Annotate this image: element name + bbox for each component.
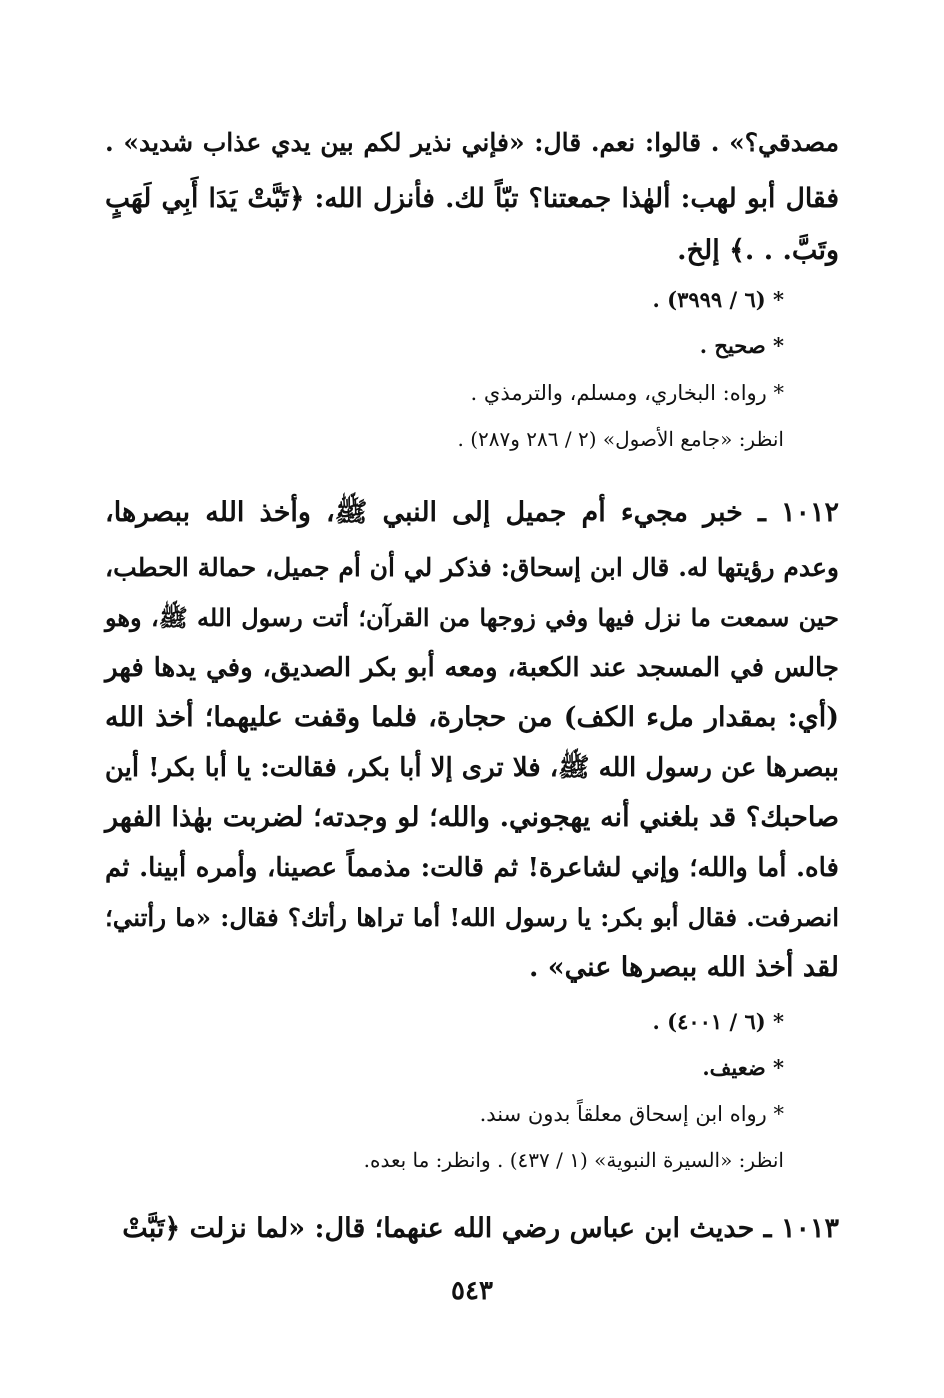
text-line: مصدقي؟» . قالوا: نعم. قال: «فإني نذير لكم بين يدي عذاب شديد» . xyxy=(105,128,839,157)
text-line: جالس في المسجد عند الكعبة، ومعه أبو بكر الصديق، وفي يدها فهر xyxy=(105,653,839,683)
text-line: حين سمعت ما نزل فيها وفي زوجها من القرآن؛ أتت رسول الله ﷺ، وهو xyxy=(105,603,839,632)
text-line: انصرفت. فقال أبو بكر: يا رسول الله! أما تراها رأتك؟ فقال: «ما رأتني؛ xyxy=(105,903,839,932)
hadith-reference: * (٦ / ٣٩٩٩) . xyxy=(652,287,784,312)
text-line: (أي: بمقدار ملء الكف) من حجارة، فلما وقفت عليهما؛ أخذ الله xyxy=(105,702,839,733)
page-number: ٥٤٣ xyxy=(451,1276,493,1306)
text-line: لقد أخذ الله ببصرها عني» . xyxy=(528,952,839,983)
hadith-grade: * ضعيف. xyxy=(702,1055,784,1080)
source-reference: انظر: «السيرة النبوية» (١ / ٤٣٧) . وانظر: ما بعده. xyxy=(363,1148,784,1172)
hadith-heading-line: ١٠١٣ ـ حديث ابن عباس رضي الله عنهما؛ قال: «لما نزلت ﴿تَبَّتْ xyxy=(122,1213,839,1244)
hadith-narrators: * رواه: البخاري، ومسلم، والترمذي . xyxy=(470,381,784,405)
text-line: وتَبَّ. . .﴾ إلخ. xyxy=(677,235,839,266)
hadith-heading-line: ١٠١٢ ـ خبر مجيء أم جميل إلى النبي ﷺ، وأخذ الله ببصرها، xyxy=(105,497,839,528)
hadith-grade: * صحيح . xyxy=(699,333,784,358)
text-line: فقال أبو لهب: ألهٰذا جمعتنا؟ تبّاً لك. فأنزل الله: ﴿تَبَّتْ يَدَا أَبِي لَهَبٍ xyxy=(105,183,839,214)
text-line: فاه. أما والله؛ وإني لشاعرة! ثم قالت: مذمماً عصينا، وأمره أبينا. ثم xyxy=(105,853,839,883)
text-line: صاحبك؟ قد بلغني أنه يهجوني. والله؛ لو وجدته؛ لضربت بهٰذا الفهر xyxy=(105,802,839,833)
text-line: ببصرها عن رسول الله ﷺ، فلا ترى إلا أبا بكر، فقالت: يا أبا بكر! أين xyxy=(104,753,839,783)
source-reference: انظر: «جامع الأصول» (٢ / ٢٨٦ و٢٨٧) . xyxy=(457,427,784,451)
hadith-reference: * (٦ / ٤٠٠١) . xyxy=(652,1009,784,1034)
text-line: وعدم رؤيتها له. قال ابن إسحاق: فذكر لي أن أم جميل، حمالة الحطب، xyxy=(105,553,839,582)
hadith-narrators: * رواه ابن إسحاق معلقاً بدون سند. xyxy=(479,1102,784,1126)
